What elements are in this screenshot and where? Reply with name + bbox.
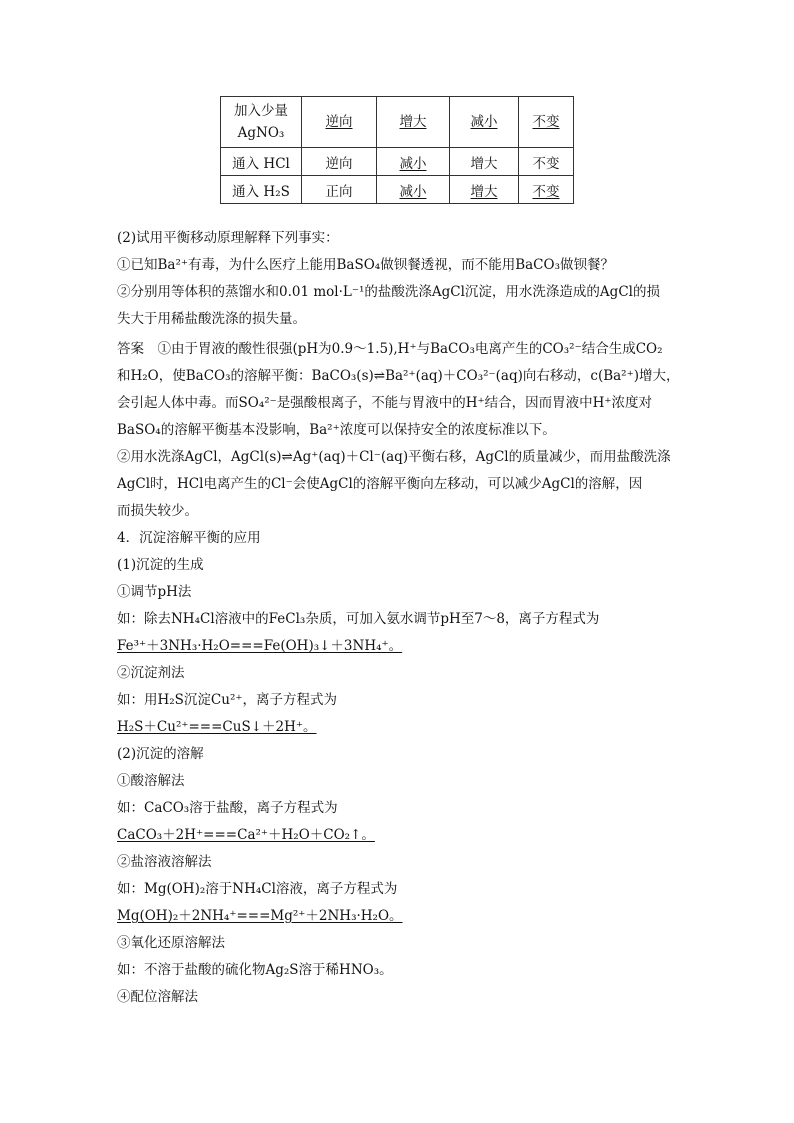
method-heading: ②沉淀剂法: [117, 665, 185, 681]
table-cell: 逆向: [302, 148, 377, 176]
method-heading: ④配位溶解法: [117, 989, 198, 1005]
question-text: 失大于用稀盐酸洗涤的损失量。: [117, 311, 306, 327]
table-cell: 通入 H₂S: [221, 176, 302, 204]
ion-equation: H₂S＋Cu²⁺===CuS↓＋2H⁺。: [117, 719, 317, 735]
answer-text: BaSO₄的溶解平衡基本没影响，Ba²⁺浓度可以保持安全的浓度标准以下。: [117, 422, 556, 438]
table-cell: 增大: [450, 176, 519, 204]
section-heading: 4．沉淀溶解平衡的应用: [117, 530, 261, 546]
ion-equation: CaCO₃＋2H⁺===Ca²⁺＋H₂O＋CO₂↑。: [117, 827, 375, 843]
ion-equation: Fe³⁺＋3NH₃·H₂O===Fe(OH)₃↓＋3NH₄⁺。: [117, 638, 403, 654]
method-heading: ①酸溶解法: [117, 773, 185, 789]
table-cell: 通入 HCl: [221, 148, 302, 176]
table-row: [221, 97, 574, 148]
method-heading: ③氧化还原溶解法: [117, 935, 225, 951]
table-cell: 不变: [519, 97, 574, 148]
answer-text: 答案 ①由于胃液的酸性很强(pH为0.9～1.5),H⁺与BaCO₃电离产生的CO₃²⁻结合生成CO₂: [117, 341, 663, 357]
answer-text: 而损失较少。: [117, 503, 198, 519]
answer-text: 和H₂O，使BaCO₃的溶解平衡：BaCO₃(s)⇌Ba²⁺(aq)＋CO₃²⁻(aq)向右移动，c(Ba²⁺)增大，: [117, 368, 680, 384]
table-row: [221, 148, 574, 176]
table-row: [221, 176, 574, 204]
table-cell: 减小: [450, 97, 519, 148]
question-text: ①已知Ba²⁺有毒，为什么医疗上能用BaSO₄做钡餐透视，而不能用BaCO₃做钡餐？: [117, 257, 614, 273]
method-heading: ②盐溶液溶解法: [117, 854, 212, 870]
question-text: ②分别用等体积的蒸馏水和0.01 mol·L⁻¹的盐酸洗涤AgCl沉淀，用水洗涤造成的AgCl的损: [117, 284, 660, 300]
table-cell: 正向: [302, 176, 377, 204]
body-text: 如：用H₂S沉淀Cu²⁺，离子方程式为: [117, 692, 337, 708]
question-heading: (2)试用平衡移动原理解释下列事实：: [117, 230, 339, 246]
subsection-heading: (1)沉淀的生成: [117, 557, 204, 573]
ion-equation: Mg(OH)₂＋2NH₄⁺===Mg²⁺＋2NH₃·H₂O。: [117, 908, 403, 924]
table-cell: 增大: [450, 148, 519, 176]
table-cell: 减小: [377, 176, 450, 204]
answer-text: ②用水洗涤AgCl，AgCl(s)⇌Ag⁺(aq)＋Cl⁻(aq)平衡右移，AgCl的质量减少，而用盐酸洗涤: [117, 449, 671, 465]
answer-text: AgCl时，HCl电离产生的Cl⁻会使AgCl的溶解平衡向左移动，可以减少AgCl的溶解，因: [117, 476, 643, 492]
table-cell: 减小: [377, 148, 450, 176]
body-text: 如：CaCO₃溶于盐酸，离子方程式为: [117, 800, 338, 816]
table-cell: 逆向: [302, 97, 377, 148]
table-cell: 加入少量AgNO₃: [221, 97, 302, 148]
equilibrium-table: [220, 96, 574, 204]
table-cell: 不变: [519, 148, 574, 176]
body-text: 如：Mg(OH)₂溶于NH₄Cl溶液，离子方程式为: [117, 881, 398, 897]
body-text: 如：不溶于盐酸的硫化物Ag₂S溶于稀HNO₃。: [117, 962, 393, 978]
body-text: 如：除去NH₄Cl溶液中的FeCl₃杂质，可加入氨水调节pH至7～8，离子方程式为: [117, 611, 600, 627]
method-heading: ①调节pH法: [117, 584, 192, 600]
table-cell: 增大: [377, 97, 450, 148]
table-cell: 不变: [519, 176, 574, 204]
answer-text: 会引起人体中毒。而SO₄²⁻是强酸根离子，不能与胃液中的H⁺结合，因而胃液中H⁺浓度对: [117, 395, 653, 411]
subsection-heading: (2)沉淀的溶解: [117, 746, 204, 762]
